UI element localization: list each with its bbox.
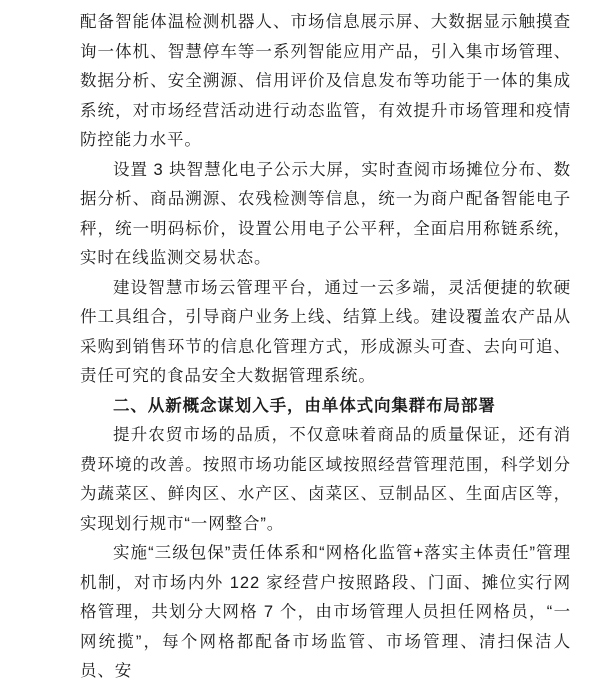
- paragraph-grid-management: 实施“三级包保”责任体系和“网格化监管+落实主体责任”管理机制，对市场内外 122 家经营户按照路段、门面、摊位实行网格管理，共划分大网格 7 个，由市场管理人员担任网格员，“一网统揽”，每个网格都配备市场监管、市场管理、清扫保洁人员、安: [80, 544, 571, 680]
- paragraph-market-zoning: 提升农贸市场的品质，不仅意味着商品的质量保证，还有消费环境的改善。按照市场功能区域按照经营管理范围，科学划分为蔬菜区、鲜肉区、水产区、卤菜区、豆制品区、生面店区等，实现划行规市“一网整合”。: [80, 426, 571, 533]
- section-heading: 二、从新概念谋划入手，由单体式向集群布局部署: [113, 396, 496, 415]
- paragraph-smart-market-systems: 配备智能体温检测机器人、市场信息展示屏、大数据显示触摸查询一体机、智慧停车等一系列智能应用产品，引入集市场管理、数据分析、安全溯源、信用评价及信息发布等功能于一体的集成系统，对市场经营活动进行动态监管，有效提升市场管理和疫情防控能力水平。: [80, 13, 571, 149]
- paragraph-electronic-display-screens: 设置 3 块智慧化电子公示大屏，实时查阅市场摊位分布、数据分析、商品溯源、农残检测等信息，统一为商户配备智能电子秤，统一明码标价，设置公用电子公平秤，全面启用称链系统，实时在线监测交易状态。: [80, 160, 571, 267]
- paragraph-cloud-management-platform: 建设智慧市场云管理平台，通过一云多端，灵活便捷的软硬件工具组合，引导商户业务上线、结算上线。建设覆盖农产品从采购到销售环节的信息化管理方式，形成源头可查、去向可追、责任可究的食品安全大数据管理系统。: [80, 278, 571, 385]
